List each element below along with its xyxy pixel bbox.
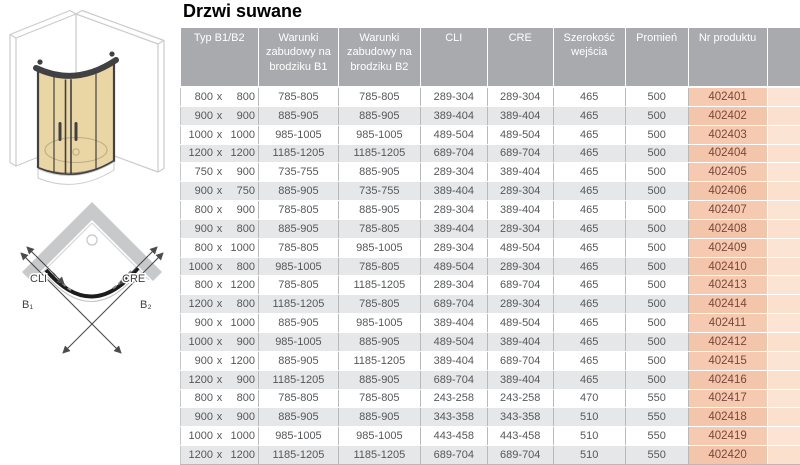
roller-left bbox=[37, 59, 42, 64]
cell-warunki-b1: 885-905 bbox=[258, 408, 338, 427]
cell-promien: 500 bbox=[625, 276, 688, 295]
cell-promien: 500 bbox=[625, 182, 688, 201]
cell-warunki-b1: 985-1005 bbox=[258, 257, 338, 276]
table-row bbox=[181, 314, 800, 333]
cell-cre: 489-504 bbox=[487, 238, 553, 257]
cell-cre: 289-304 bbox=[487, 182, 553, 201]
cell-szerokosc-wejscia: 465 bbox=[553, 257, 625, 276]
cell-cli: 343-358 bbox=[420, 408, 487, 427]
cell-partial bbox=[767, 408, 800, 427]
cell-typ: 1200 x 800 bbox=[181, 295, 259, 314]
cell-nr-produktu: 402401 bbox=[688, 87, 767, 106]
table-row bbox=[181, 219, 800, 238]
cell-warunki-b1: 885-905 bbox=[258, 182, 338, 201]
cell-promien: 500 bbox=[625, 370, 688, 389]
cell-typ: 1200 x 1200 bbox=[181, 446, 259, 465]
cell-nr-produktu: 402406 bbox=[688, 182, 767, 201]
cell-warunki-b1: 885-905 bbox=[258, 351, 338, 370]
cell-partial bbox=[767, 257, 800, 276]
cell-warunki-b1: 735-755 bbox=[258, 163, 338, 182]
cell-cli: 689-704 bbox=[420, 295, 487, 314]
cell-promien: 500 bbox=[625, 201, 688, 220]
cell-cli: 689-704 bbox=[420, 144, 487, 163]
cell-szerokosc-wejscia: 465 bbox=[553, 295, 625, 314]
cell-warunki-b2: 785-805 bbox=[338, 87, 420, 106]
cell-cli: 489-504 bbox=[420, 332, 487, 351]
page-title: Drzwi suwane bbox=[183, 1, 303, 21]
cell-cre: 389-404 bbox=[487, 201, 553, 220]
cell-nr-produktu: 402405 bbox=[688, 163, 767, 182]
cell-promien: 500 bbox=[625, 219, 688, 238]
cell-typ: 800 x 1200 bbox=[181, 276, 259, 295]
table-row bbox=[181, 257, 800, 276]
column-header-szerokosc-wejscia: Szerokość wejścia bbox=[553, 28, 625, 87]
cell-nr-produktu: 402410 bbox=[688, 257, 767, 276]
cell-cli: 289-304 bbox=[420, 201, 487, 220]
cell-typ: 1000 x 1000 bbox=[181, 427, 259, 446]
cell-typ: 800 x 800 bbox=[181, 87, 259, 106]
cell-cre: 689-704 bbox=[487, 446, 553, 465]
cell-szerokosc-wejscia: 465 bbox=[553, 106, 625, 125]
cell-typ: 1200 x 900 bbox=[181, 370, 259, 389]
column-header-typ: Typ B1/B2 bbox=[181, 28, 259, 87]
column-header-partial bbox=[767, 28, 800, 87]
cell-szerokosc-wejscia: 470 bbox=[553, 389, 625, 408]
cell-cli: 443-458 bbox=[420, 427, 487, 446]
cell-promien: 500 bbox=[625, 238, 688, 257]
cell-nr-produktu: 402403 bbox=[688, 125, 767, 144]
cell-warunki-b1: 985-1005 bbox=[258, 125, 338, 144]
cell-szerokosc-wejscia: 465 bbox=[553, 125, 625, 144]
table-row bbox=[181, 276, 800, 295]
cell-cli: 289-304 bbox=[420, 163, 487, 182]
cell-warunki-b2: 785-805 bbox=[338, 389, 420, 408]
cell-nr-produktu: 402411 bbox=[688, 314, 767, 333]
cell-warunki-b2: 1185-1205 bbox=[338, 446, 420, 465]
cell-cre: 489-504 bbox=[487, 314, 553, 333]
table-row bbox=[181, 332, 800, 351]
cell-cre: 443-458 bbox=[487, 427, 553, 446]
cell-szerokosc-wejscia: 465 bbox=[553, 276, 625, 295]
cell-promien: 500 bbox=[625, 106, 688, 125]
cell-promien: 500 bbox=[625, 351, 688, 370]
cell-typ: 1200 x 1200 bbox=[181, 144, 259, 163]
cell-warunki-b2: 785-805 bbox=[338, 257, 420, 276]
table-row bbox=[181, 182, 800, 201]
cell-partial bbox=[767, 295, 800, 314]
column-header-nr-produktu: Nr produktu bbox=[688, 28, 767, 87]
drain-icon bbox=[87, 235, 97, 245]
column-header-cre: CRE bbox=[487, 28, 553, 87]
cell-cli: 289-304 bbox=[420, 238, 487, 257]
cell-szerokosc-wejscia: 465 bbox=[553, 182, 625, 201]
cell-partial bbox=[767, 201, 800, 220]
cell-szerokosc-wejscia: 510 bbox=[553, 446, 625, 465]
cell-szerokosc-wejscia: 465 bbox=[553, 351, 625, 370]
cell-nr-produktu: 402417 bbox=[688, 389, 767, 408]
cell-cli: 489-504 bbox=[420, 125, 487, 144]
cell-cli: 389-404 bbox=[420, 219, 487, 238]
cell-promien: 500 bbox=[625, 332, 688, 351]
table-row bbox=[181, 408, 800, 427]
table-row bbox=[181, 427, 800, 446]
cell-partial bbox=[767, 125, 800, 144]
cell-warunki-b1: 785-805 bbox=[258, 389, 338, 408]
cell-warunki-b2: 885-905 bbox=[338, 408, 420, 427]
cell-partial bbox=[767, 163, 800, 182]
cell-warunki-b1: 785-805 bbox=[258, 238, 338, 257]
cell-cli: 489-504 bbox=[420, 257, 487, 276]
cell-typ: 800 x 900 bbox=[181, 201, 259, 220]
cell-promien: 500 bbox=[625, 257, 688, 276]
cell-cre: 389-404 bbox=[487, 106, 553, 125]
cell-nr-produktu: 402416 bbox=[688, 370, 767, 389]
cell-promien: 500 bbox=[625, 295, 688, 314]
cell-warunki-b1: 885-905 bbox=[258, 219, 338, 238]
cell-warunki-b1: 1185-1205 bbox=[258, 370, 338, 389]
cell-szerokosc-wejscia: 510 bbox=[553, 408, 625, 427]
cell-cre: 289-304 bbox=[487, 87, 553, 106]
cell-szerokosc-wejscia: 465 bbox=[553, 87, 625, 106]
cell-partial bbox=[767, 238, 800, 257]
b1-dimension-line bbox=[21, 253, 121, 353]
cell-typ: 900 x 900 bbox=[181, 106, 259, 125]
cell-warunki-b1: 785-805 bbox=[258, 201, 338, 220]
cell-cre: 289-304 bbox=[487, 219, 553, 238]
door-handle-left bbox=[59, 122, 62, 141]
cell-promien: 550 bbox=[625, 446, 688, 465]
cell-partial bbox=[767, 370, 800, 389]
cell-warunki-b1: 1185-1205 bbox=[258, 446, 338, 465]
cell-warunki-b2: 785-805 bbox=[338, 295, 420, 314]
cli-label: CLI bbox=[30, 273, 48, 285]
cell-partial bbox=[767, 106, 800, 125]
cell-szerokosc-wejscia: 510 bbox=[553, 427, 625, 446]
cell-partial bbox=[767, 219, 800, 238]
table-row bbox=[181, 238, 800, 257]
cell-szerokosc-wejscia: 465 bbox=[553, 219, 625, 238]
cell-warunki-b2: 785-805 bbox=[338, 219, 420, 238]
cell-typ: 1000 x 1000 bbox=[181, 125, 259, 144]
cell-partial bbox=[767, 446, 800, 465]
cell-warunki-b2: 985-1005 bbox=[338, 314, 420, 333]
cell-promien: 550 bbox=[625, 389, 688, 408]
cell-cli: 243-258 bbox=[420, 389, 487, 408]
cell-warunki-b1: 1185-1205 bbox=[258, 295, 338, 314]
cell-promien: 500 bbox=[625, 144, 688, 163]
cell-szerokosc-wejscia: 465 bbox=[553, 144, 625, 163]
cell-warunki-b2: 985-1005 bbox=[338, 125, 420, 144]
cre-label: CRE bbox=[122, 273, 146, 285]
cell-nr-produktu: 402413 bbox=[688, 276, 767, 295]
cell-nr-produktu: 402404 bbox=[688, 144, 767, 163]
cell-szerokosc-wejscia: 465 bbox=[553, 314, 625, 333]
table-row bbox=[181, 370, 800, 389]
cell-typ: 900 x 1000 bbox=[181, 314, 259, 333]
table-row bbox=[181, 144, 800, 163]
product-table bbox=[180, 28, 800, 465]
cell-warunki-b2: 885-905 bbox=[338, 106, 420, 125]
b1-label: B₁ bbox=[22, 299, 34, 311]
column-header-warunki-b2: Warunki zabudowy na brodziku B2 bbox=[338, 28, 420, 87]
cell-partial bbox=[767, 314, 800, 333]
cell-typ: 900 x 900 bbox=[181, 408, 259, 427]
cell-promien: 550 bbox=[625, 427, 688, 446]
cell-warunki-b1: 985-1005 bbox=[258, 332, 338, 351]
cell-partial bbox=[767, 389, 800, 408]
table-row bbox=[181, 87, 800, 106]
cell-warunki-b2: 735-755 bbox=[338, 182, 420, 201]
cell-cli: 289-304 bbox=[420, 276, 487, 295]
cell-warunki-b2: 1185-1205 bbox=[338, 276, 420, 295]
cell-cre: 389-404 bbox=[487, 332, 553, 351]
cell-nr-produktu: 402402 bbox=[688, 106, 767, 125]
table-row bbox=[181, 389, 800, 408]
cell-warunki-b1: 885-905 bbox=[258, 106, 338, 125]
cell-cre: 689-704 bbox=[487, 351, 553, 370]
cell-promien: 500 bbox=[625, 163, 688, 182]
b2-label: B₂ bbox=[140, 299, 152, 311]
cell-typ: 1000 x 800 bbox=[181, 257, 259, 276]
cell-warunki-b2: 1185-1205 bbox=[338, 144, 420, 163]
cell-cre: 689-704 bbox=[487, 144, 553, 163]
cell-partial bbox=[767, 182, 800, 201]
cell-warunki-b1: 785-805 bbox=[258, 87, 338, 106]
cell-cre: 389-404 bbox=[487, 370, 553, 389]
cell-nr-produktu: 402407 bbox=[688, 201, 767, 220]
cell-cli: 689-704 bbox=[420, 446, 487, 465]
table-row bbox=[181, 125, 800, 144]
cell-warunki-b1: 785-805 bbox=[258, 276, 338, 295]
cell-typ: 900 x 1200 bbox=[181, 351, 259, 370]
cell-promien: 550 bbox=[625, 408, 688, 427]
cell-szerokosc-wejscia: 465 bbox=[553, 370, 625, 389]
cell-cre: 689-704 bbox=[487, 276, 553, 295]
roller-right bbox=[109, 51, 114, 56]
header-row bbox=[181, 28, 800, 87]
cell-typ: 800 x 1000 bbox=[181, 238, 259, 257]
table-row bbox=[181, 295, 800, 314]
cell-warunki-b2: 885-905 bbox=[338, 370, 420, 389]
cell-warunki-b1: 1185-1205 bbox=[258, 144, 338, 163]
cell-nr-produktu: 402412 bbox=[688, 332, 767, 351]
cell-promien: 500 bbox=[625, 314, 688, 333]
cell-cli: 389-404 bbox=[420, 314, 487, 333]
cell-nr-produktu: 402414 bbox=[688, 295, 767, 314]
table-row bbox=[181, 351, 800, 370]
cell-warunki-b2: 1185-1205 bbox=[338, 351, 420, 370]
cell-cli: 289-304 bbox=[420, 87, 487, 106]
cell-cli: 389-404 bbox=[420, 106, 487, 125]
cell-warunki-b2: 885-905 bbox=[338, 201, 420, 220]
cell-szerokosc-wejscia: 465 bbox=[553, 332, 625, 351]
cell-szerokosc-wejscia: 465 bbox=[553, 201, 625, 220]
plan-view-diagram bbox=[0, 196, 178, 366]
door-handle-right bbox=[75, 122, 78, 141]
table-row bbox=[181, 446, 800, 465]
cell-partial bbox=[767, 87, 800, 106]
cell-typ: 750 x 900 bbox=[181, 163, 259, 182]
cell-nr-produktu: 402420 bbox=[688, 446, 767, 465]
cell-nr-produktu: 402419 bbox=[688, 427, 767, 446]
cell-warunki-b1: 985-1005 bbox=[258, 427, 338, 446]
cell-typ: 1000 x 900 bbox=[181, 332, 259, 351]
column-header-cli: CLI bbox=[420, 28, 487, 87]
cell-nr-produktu: 402418 bbox=[688, 408, 767, 427]
cell-cre: 289-304 bbox=[487, 295, 553, 314]
cell-promien: 500 bbox=[625, 87, 688, 106]
cell-cre: 489-504 bbox=[487, 125, 553, 144]
cell-warunki-b1: 885-905 bbox=[258, 314, 338, 333]
cell-nr-produktu: 402408 bbox=[688, 219, 767, 238]
cell-partial bbox=[767, 351, 800, 370]
cell-cli: 689-704 bbox=[420, 370, 487, 389]
cell-typ: 800 x 800 bbox=[181, 389, 259, 408]
cell-nr-produktu: 402415 bbox=[688, 351, 767, 370]
cell-typ: 900 x 800 bbox=[181, 219, 259, 238]
cell-cre: 389-404 bbox=[487, 163, 553, 182]
table-row bbox=[181, 201, 800, 220]
cell-szerokosc-wejscia: 465 bbox=[553, 163, 625, 182]
cell-warunki-b2: 985-1005 bbox=[338, 238, 420, 257]
cell-cre: 343-358 bbox=[487, 408, 553, 427]
cell-partial bbox=[767, 332, 800, 351]
cell-nr-produktu: 402409 bbox=[688, 238, 767, 257]
cell-cre: 243-258 bbox=[487, 389, 553, 408]
cell-cre: 289-304 bbox=[487, 257, 553, 276]
cell-partial bbox=[767, 144, 800, 163]
cell-typ: 900 x 750 bbox=[181, 182, 259, 201]
cell-warunki-b2: 885-905 bbox=[338, 332, 420, 351]
shower-3d-diagram bbox=[0, 6, 178, 198]
cell-warunki-b2: 885-905 bbox=[338, 163, 420, 182]
cell-cli: 389-404 bbox=[420, 182, 487, 201]
cell-szerokosc-wejscia: 465 bbox=[553, 238, 625, 257]
cell-promien: 500 bbox=[625, 125, 688, 144]
cell-partial bbox=[767, 427, 800, 446]
column-header-promien: Promień bbox=[625, 28, 688, 87]
table-row bbox=[181, 106, 800, 125]
cell-warunki-b2: 985-1005 bbox=[338, 427, 420, 446]
cell-cli: 389-404 bbox=[420, 351, 487, 370]
table-row bbox=[181, 163, 800, 182]
column-header-warunki-b1: Warunki zabudowy na brodziku B1 bbox=[258, 28, 338, 87]
cell-partial bbox=[767, 276, 800, 295]
